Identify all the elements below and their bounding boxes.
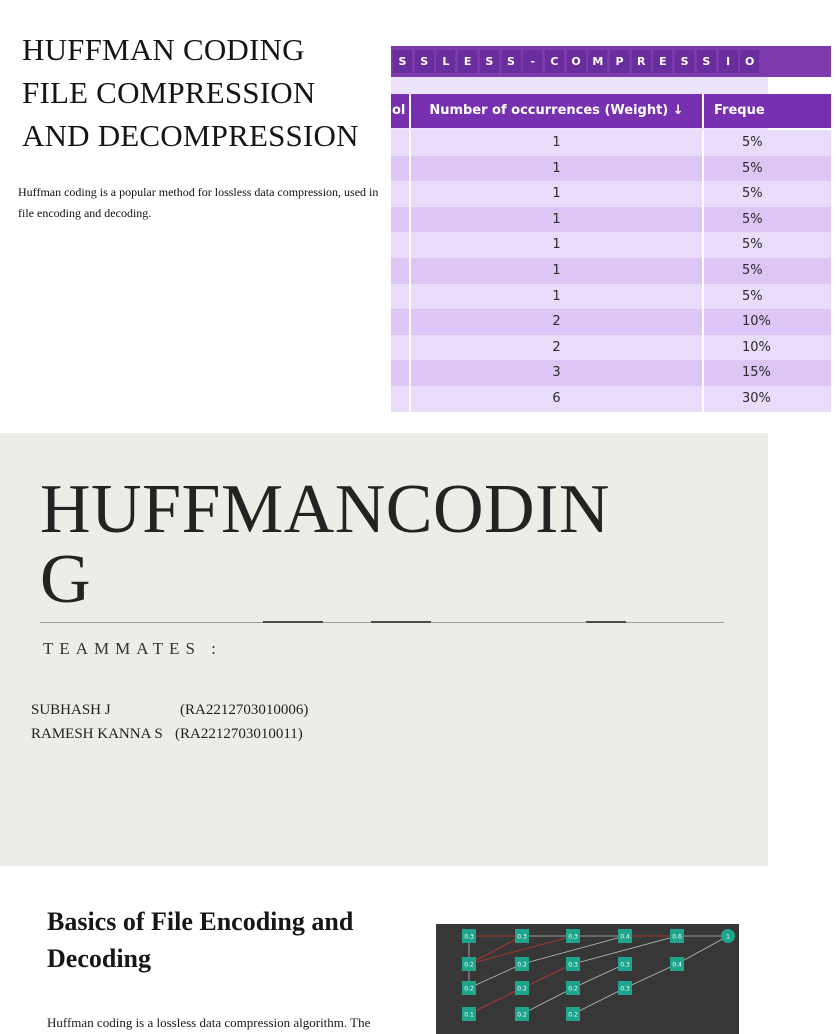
banner-letter: S bbox=[393, 50, 412, 73]
tree-edge bbox=[522, 988, 573, 1014]
huffman-tree-image bbox=[436, 924, 739, 1034]
frequency-cell: 5% bbox=[742, 160, 763, 176]
banner-letter: O bbox=[567, 50, 586, 73]
weight-cell: 3 bbox=[409, 360, 704, 386]
frequency-cell: 10% bbox=[742, 314, 771, 330]
tree-node bbox=[515, 981, 529, 995]
weight-cell: 1 bbox=[409, 181, 704, 207]
member-row bbox=[31, 724, 303, 744]
table-banner bbox=[391, 46, 831, 77]
weight-cell: 1 bbox=[409, 156, 704, 182]
tree-node bbox=[566, 929, 580, 943]
banner-letter: S bbox=[697, 50, 716, 73]
weight-cell: 1 bbox=[409, 232, 704, 258]
table-row bbox=[391, 207, 831, 233]
divider-accent bbox=[371, 621, 431, 623]
member-name: SUBHASH J bbox=[31, 702, 111, 718]
banner-letter: S bbox=[502, 50, 521, 73]
banner-letter: M bbox=[588, 50, 607, 73]
frequency-cell: 5% bbox=[742, 288, 763, 304]
tree-node-label: 0.6 bbox=[672, 933, 682, 941]
tree-node bbox=[515, 1007, 529, 1021]
symbol-cell bbox=[391, 156, 407, 182]
teammates-label: TEAMMATES : bbox=[43, 639, 222, 658]
intro-slide bbox=[0, 0, 771, 433]
table-row bbox=[391, 284, 831, 310]
tree-node bbox=[721, 929, 735, 943]
frequency-cell: 5% bbox=[742, 237, 763, 253]
symbol-cell bbox=[391, 309, 407, 335]
tree-node-label: 0.2 bbox=[517, 1011, 527, 1019]
tree-node bbox=[515, 929, 529, 943]
symbol-cell bbox=[391, 232, 407, 258]
banner-letter: L bbox=[436, 50, 455, 73]
symbol-cell bbox=[391, 360, 407, 386]
tree-node-label: 0.1 bbox=[464, 1011, 474, 1019]
title-line-3: AND DECOMPRESSION bbox=[22, 118, 359, 153]
table-row bbox=[391, 309, 831, 335]
tree-node-label: 0.2 bbox=[517, 985, 527, 993]
tree-node bbox=[566, 981, 580, 995]
banner-letter: E bbox=[653, 50, 672, 73]
weight-cell: 6 bbox=[409, 386, 704, 412]
intro-line-2: file encoding and decoding. bbox=[18, 206, 152, 220]
table-row bbox=[391, 386, 831, 412]
tree-node bbox=[462, 981, 476, 995]
banner-letter: P bbox=[610, 50, 629, 73]
basics-title-line-1: Basics of File Encoding and bbox=[47, 907, 354, 936]
symbol-cell bbox=[391, 386, 407, 412]
table-row bbox=[391, 335, 831, 361]
symbol-cell bbox=[391, 335, 407, 361]
tree-node-label: 0.4 bbox=[620, 933, 630, 941]
banner-letter: S bbox=[480, 50, 499, 73]
cover-slide bbox=[0, 433, 768, 866]
banner-letter: - bbox=[523, 50, 542, 73]
tree-edge bbox=[469, 936, 522, 964]
basics-title-line-2: Decoding bbox=[47, 944, 151, 973]
table-body bbox=[391, 130, 831, 412]
huffman-tree-diagram bbox=[436, 924, 739, 1034]
title-line-2: FILE COMPRESSION bbox=[22, 75, 316, 110]
table-row bbox=[391, 156, 831, 182]
tree-node-label: 0.2 bbox=[464, 961, 474, 969]
tree-node-label: 0.2 bbox=[568, 1011, 578, 1019]
tree-node bbox=[462, 929, 476, 943]
tree-node bbox=[515, 957, 529, 971]
table-row bbox=[391, 258, 831, 284]
banner-letter: E bbox=[458, 50, 477, 73]
tree-node-label: 0.2 bbox=[517, 961, 527, 969]
cover-title-line-2: G bbox=[40, 541, 92, 618]
tree-node bbox=[566, 1007, 580, 1021]
frequency-cell: 10% bbox=[742, 339, 771, 355]
table-row bbox=[391, 181, 831, 207]
title-line-1: HUFFMAN CODING bbox=[22, 32, 305, 67]
basics-slide bbox=[0, 866, 768, 1030]
tree-node-label: 0.4 bbox=[672, 961, 682, 969]
divider-accent bbox=[263, 621, 323, 623]
weight-cell: 1 bbox=[409, 130, 704, 156]
document-title bbox=[22, 28, 412, 157]
tree-node-label: 0.2 bbox=[464, 985, 474, 993]
weight-cell: 1 bbox=[409, 284, 704, 310]
header-frequency: Freque bbox=[714, 103, 765, 118]
tree-node bbox=[618, 929, 632, 943]
basics-paragraph: Huffman coding is a lossless data compression algorithm. The bbox=[47, 1015, 371, 1030]
frequency-cell: 5% bbox=[742, 186, 763, 202]
table-row bbox=[391, 360, 831, 386]
tree-edge bbox=[469, 964, 522, 988]
weight-cell: 1 bbox=[409, 258, 704, 284]
tree-node bbox=[670, 957, 684, 971]
header-weight: Number of occurrences (Weight) ↓ bbox=[409, 94, 704, 128]
tree-edge bbox=[625, 964, 677, 988]
banner-letter: I bbox=[719, 50, 738, 73]
weight-cell: 2 bbox=[409, 335, 704, 361]
tree-node-label: 1 bbox=[726, 933, 730, 941]
tree-edge bbox=[522, 964, 573, 988]
frequency-cell: 5% bbox=[742, 135, 763, 150]
tree-edge bbox=[469, 988, 522, 1014]
member-id: (RA2212703010011) bbox=[175, 726, 303, 742]
tree-node-label: 0.3 bbox=[568, 933, 578, 941]
cover-title bbox=[40, 471, 680, 618]
tree-node bbox=[462, 1007, 476, 1021]
member-row bbox=[31, 700, 309, 720]
intro-line-1: Huffman coding is a popular method for lossless data compression, used in bbox=[18, 185, 379, 199]
table-header-row bbox=[391, 94, 831, 128]
tree-node bbox=[462, 957, 476, 971]
tree-node-label: 0.3 bbox=[464, 933, 474, 941]
symbol-cell bbox=[391, 284, 407, 310]
banner-letter: O bbox=[740, 50, 759, 73]
tree-edge bbox=[573, 988, 625, 1014]
banner-letter: S bbox=[415, 50, 434, 73]
table-row bbox=[391, 130, 831, 156]
frequency-cell: 15% bbox=[742, 365, 771, 381]
tree-node bbox=[618, 957, 632, 971]
banner-letter: R bbox=[632, 50, 651, 73]
weight-cell: 1 bbox=[409, 207, 704, 233]
symbol-cell bbox=[391, 258, 407, 284]
tree-node-label: 0.3 bbox=[568, 961, 578, 969]
cover-title-line-1: HUFFMANCODIN bbox=[40, 471, 610, 548]
frequency-cell: 5% bbox=[742, 262, 763, 278]
tree-node bbox=[618, 981, 632, 995]
tree-edge bbox=[573, 964, 625, 988]
intro-paragraph bbox=[18, 182, 410, 224]
basics-title bbox=[47, 903, 407, 977]
tree-node bbox=[670, 929, 684, 943]
divider-accent bbox=[586, 621, 626, 623]
weight-cell: 2 bbox=[409, 309, 704, 335]
frequency-table-image bbox=[391, 46, 771, 412]
tree-node-label: 0.2 bbox=[568, 985, 578, 993]
tree-node-label: 0.3 bbox=[620, 985, 630, 993]
banner-letter: S bbox=[675, 50, 694, 73]
tree-node-label: 0.3 bbox=[517, 933, 527, 941]
table-row bbox=[391, 232, 831, 258]
tree-node-label: 0.3 bbox=[620, 961, 630, 969]
member-name: RAMESH KANNA S bbox=[31, 726, 163, 742]
banner-letter: C bbox=[545, 50, 564, 73]
tree-node bbox=[566, 957, 580, 971]
frequency-cell: 5% bbox=[742, 211, 763, 227]
header-symbol: ol bbox=[392, 103, 406, 118]
member-id: (RA2212703010006) bbox=[180, 702, 309, 718]
frequency-cell: 30% bbox=[742, 390, 771, 406]
